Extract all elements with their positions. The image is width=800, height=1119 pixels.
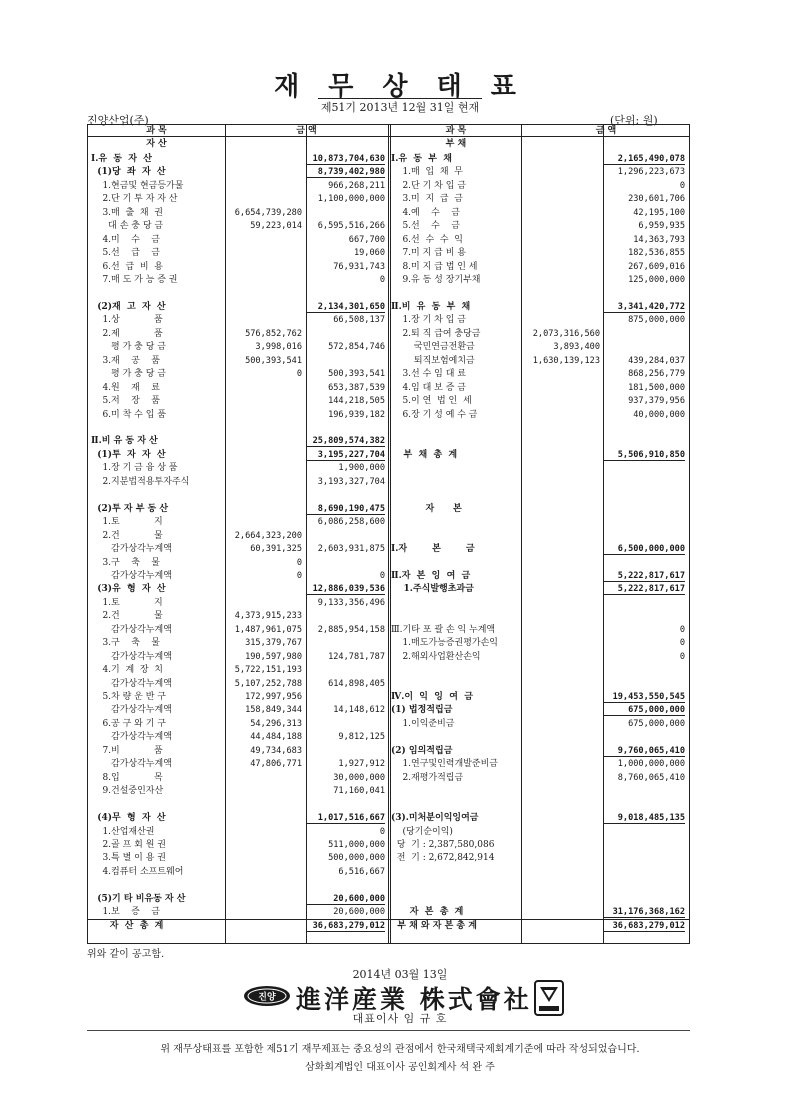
left-row-amount: 667,700 xyxy=(348,234,385,245)
left-row-label: 감가상각누계액 xyxy=(91,544,172,555)
left-row-amount: 5,107,252,788 xyxy=(234,678,302,689)
right-row-label: 자 본 총 계 xyxy=(391,907,464,918)
total-rule xyxy=(88,919,689,920)
left-row-label xyxy=(91,879,225,891)
left-row-amount: 500,393,541 xyxy=(245,355,302,366)
left-row-label: 8.입 목 xyxy=(91,772,163,783)
left-row-amount: 653,387,539 xyxy=(328,382,385,393)
right-row-amount: 181,500,000 xyxy=(628,382,685,393)
right-row-amount: 0 xyxy=(679,180,685,191)
right-row-label: 당 기 : 2,387,580,086 xyxy=(391,839,495,850)
header-subject-right: 과 목 xyxy=(445,126,467,136)
right-row-label xyxy=(391,893,521,905)
right-row-label: 1.매 입 채 무 xyxy=(391,167,463,178)
left-row-label: 1.토 지 xyxy=(91,597,163,608)
right-row-amount: 875,000,000 xyxy=(628,315,685,326)
left-row-label: 2.건 물 xyxy=(91,530,163,541)
right-row-label: (당기순이익) xyxy=(391,826,453,837)
left-row-amount: 12,886,039,536 xyxy=(306,583,385,595)
left-row-label: 6.미 착 수 입 품 xyxy=(91,409,166,420)
section-liabilities: 부 채 xyxy=(445,139,467,149)
right-row-amount: 230,601,706 xyxy=(628,194,685,205)
left-row-amount: 8,690,190,475 xyxy=(306,503,385,515)
left-row-label: 1.현금및 현금등가물 xyxy=(91,180,184,191)
right-row-label: 3.선 수 임 대 료 xyxy=(391,369,466,380)
right-row-amount: 9,760,065,410 xyxy=(603,745,685,757)
left-row-amount: 0 xyxy=(379,826,385,837)
header-amount-right: 금 액 xyxy=(595,126,617,136)
left-row-label: 9.건설중인자산 xyxy=(91,786,164,797)
right-row-label: 1.주식발행초과금 xyxy=(391,584,474,595)
left-row-amount: 14,148,612 xyxy=(333,705,385,716)
right-row-label xyxy=(391,610,521,622)
left-row-label: 3.재 공 품 xyxy=(91,355,160,366)
left-row-amount: 0 xyxy=(379,275,385,286)
right-row-label: 8.미 지 급 법 인 세 xyxy=(391,261,478,272)
right-row-label xyxy=(391,422,521,434)
company-logo-icon xyxy=(243,985,291,1007)
right-row-amount: 8,760,065,410 xyxy=(617,772,685,783)
left-row-label: 1.장 기 금 융 상 품 xyxy=(91,463,178,474)
left-row-label: 7.비 품 xyxy=(91,745,163,756)
right-row-label xyxy=(391,785,521,797)
right-row-label: Ⅰ.유 동 부 채 xyxy=(391,154,452,164)
left-row-label: (2)재 고 자 산 xyxy=(91,301,166,312)
right-row-label: 퇴직보험예치금 xyxy=(391,355,475,366)
right-row-label: 5.이 연 법 인 세 xyxy=(391,396,472,407)
right-row-label xyxy=(391,288,521,300)
left-row-label: 4.미 수 금 xyxy=(91,234,160,245)
left-row-amount: 60,391,325 xyxy=(250,544,302,555)
right-row-label: 자 본 xyxy=(391,503,462,514)
left-row-label: 3.구 축 물 xyxy=(91,557,160,568)
right-row-label: Ⅲ.기타 포 괄 손 익 누계액 xyxy=(391,624,496,635)
right-row-label: Ⅱ.자 본 잉 여 금 xyxy=(391,570,471,581)
left-row-label: 1.상 품 xyxy=(91,315,163,326)
left-row-amount: 172,997,956 xyxy=(245,692,302,702)
right-row-label: 전 기 : 2,672,842,914 xyxy=(391,853,495,864)
left-row-amount: 1,017,516,667 xyxy=(306,812,385,824)
right-row-label: 7.미 지 급 비 용 xyxy=(391,248,466,259)
left-row-label: 대 손 충 당 금 xyxy=(91,221,164,232)
left-row-amount: 9,812,125 xyxy=(338,732,385,743)
right-row-label xyxy=(391,516,521,528)
left-row-amount: 47,806,771 xyxy=(250,759,302,770)
right-row-label: 2.재평가적립금 xyxy=(391,772,464,783)
right-row-label xyxy=(391,530,521,542)
right-row-label: 부 채 총 계 xyxy=(391,449,458,460)
right-row-amount: 937,379,956 xyxy=(628,396,685,407)
left-row-amount: 59,223,014 xyxy=(250,221,302,232)
footer-rule xyxy=(87,1030,690,1031)
left-row-label: 6.공 구 와 기 구 xyxy=(91,718,166,729)
left-row-amount: 20,600,000 xyxy=(306,893,385,905)
left-row-amount: 9,133,356,496 xyxy=(317,597,385,608)
right-row-amount: 5,222,817,617 xyxy=(603,570,685,582)
right-row-amount: 0 xyxy=(679,651,685,662)
left-row-amount: 20,600,000 xyxy=(333,907,385,918)
left-row-label: 감가상각누계액 xyxy=(91,570,172,581)
left-row-label: 2.제 품 xyxy=(91,328,163,339)
unit-label: (단위: 원) xyxy=(610,114,658,127)
right-row-label: 부 채 와 자 본 총 계 xyxy=(391,920,477,931)
right-row-amount: 31,176,368,162 xyxy=(603,906,685,918)
left-row-label: 5.차 량 운 반 구 xyxy=(91,692,166,702)
left-row-amount: 500,000,000 xyxy=(328,853,385,864)
left-row-label: 3.매 출 채 권 xyxy=(91,207,163,218)
left-row-label: (1)투 자 자 산 xyxy=(91,449,166,460)
document-subtitle: 제51기 2013년 12월 31일 현재 xyxy=(320,101,480,114)
left-row-label: Ⅱ.비 유 동 자 산 xyxy=(91,436,158,447)
right-row-label: 3.미 지 급 금 xyxy=(391,194,463,205)
right-row-amount: 42,195,100 xyxy=(633,207,685,218)
left-row-amount: 6,086,258,600 xyxy=(317,517,385,528)
right-row-amount: 267,609,016 xyxy=(628,261,685,272)
right-row-amount: 1,630,139,123 xyxy=(532,355,600,366)
right-row-label xyxy=(391,476,521,488)
right-row-label: 2.해외사업환산손익 xyxy=(391,651,481,662)
right-row-amount: 675,000,000 xyxy=(603,704,685,716)
left-row-amount: 614,898,405 xyxy=(328,678,385,689)
left-row-amount: 144,218,505 xyxy=(328,396,385,407)
right-row-label: 1.장 기 차 입 금 xyxy=(391,315,466,326)
left-row-label xyxy=(91,422,225,434)
right-row-label: Ⅳ.이 익 잉 여 금 xyxy=(391,692,473,702)
right-row-amount: 40,000,000 xyxy=(633,409,685,420)
right-row-label xyxy=(391,866,521,878)
left-row-amount: 30,000,000 xyxy=(333,772,385,783)
right-row-label xyxy=(391,462,521,474)
left-row-label xyxy=(91,288,225,300)
left-row-label: (5)기 타 비유동 자 산 xyxy=(91,893,186,904)
left-row-label: 2.단 기 투 자 자 산 xyxy=(91,194,178,205)
right-row-label xyxy=(391,597,521,609)
left-row-label: 1.산업재산권 xyxy=(91,826,155,837)
right-row-label: 1.연구및인력개발준비금 xyxy=(391,759,498,770)
document-title: 재 무 상 태 표 xyxy=(274,72,526,102)
left-row-amount: 0 xyxy=(296,369,302,380)
right-row-amount: 2,073,316,560 xyxy=(532,328,600,339)
firm-name: 進洋産業 株式會社 xyxy=(296,985,532,1014)
left-row-amount: 44,484,188 xyxy=(250,732,302,743)
left-row-amount: 8,739,402,980 xyxy=(306,166,385,178)
left-row-label: 1.보 증 금 xyxy=(91,907,160,918)
left-row-label: 평 가 충 당 금 xyxy=(91,369,166,380)
right-row-label: 6.선 수 수 익 xyxy=(391,234,463,245)
left-row-label: (3)유 형 자 산 xyxy=(91,584,166,595)
left-row-label: 5.저 장 품 xyxy=(91,396,160,407)
left-row-label: (1)당 좌 자 산 xyxy=(91,167,166,178)
left-row-amount: 3,195,227,704 xyxy=(306,449,385,461)
left-row-label xyxy=(91,799,225,811)
right-row-label: (1) 법정적립금 xyxy=(391,705,453,716)
left-row-label: 감가상각누계액 xyxy=(91,759,172,770)
right-row-label: 9.유 동 성 장기부채 xyxy=(391,275,481,286)
right-row-label: 1.매도가능증권평가손익 xyxy=(391,638,498,649)
right-row-amount: 5,506,910,850 xyxy=(603,449,685,461)
left-row-label: 3.특 별 이 용 권 xyxy=(91,853,166,864)
left-row-amount: 49,734,683 xyxy=(250,745,302,756)
left-row-amount: 511,000,000 xyxy=(328,839,385,850)
left-row-label: 4.컴퓨터 소프트웨어 xyxy=(91,866,184,877)
right-row-label xyxy=(391,435,521,447)
logo-text: 진양 xyxy=(258,992,276,1003)
left-row-amount: 572,854,746 xyxy=(328,342,385,353)
right-row-amount: 14,363,793 xyxy=(633,234,685,245)
left-row-amount: 2,603,931,875 xyxy=(317,544,385,555)
right-row-amount: 182,536,855 xyxy=(628,248,685,259)
left-row-label: 3.구 축 물 xyxy=(91,638,160,649)
left-row-amount: 66,508,137 xyxy=(333,315,385,326)
financial-statement-table xyxy=(87,124,690,944)
right-row-amount: 675,000,000 xyxy=(628,718,685,729)
left-row-amount: 3,193,327,704 xyxy=(317,476,385,487)
left-row-amount: 1,927,912 xyxy=(338,759,385,770)
left-row-label: 7.매 도 가 능 증 권 xyxy=(91,275,178,286)
left-row-amount: 25,809,574,382 xyxy=(306,435,385,447)
right-row-amount: 125,000,000 xyxy=(628,275,685,286)
left-row-amount: 76,931,743 xyxy=(333,261,385,272)
ceo-name: 대표이사 임 규 호 xyxy=(352,1012,448,1025)
right-row-amount: 0 xyxy=(679,638,685,649)
left-row-label: Ⅰ.유 동 자 산 xyxy=(91,154,152,164)
right-row-amount: 3,893,400 xyxy=(553,342,600,353)
right-row-label: Ⅱ.비 유 동 부 채 xyxy=(391,301,471,312)
announcement-date: 2014년 03월 13일 xyxy=(352,968,448,981)
left-row-label: 1.토 지 xyxy=(91,517,163,528)
left-row-amount: 2,664,323,200 xyxy=(234,530,302,541)
left-row-amount: 6,516,667 xyxy=(338,866,385,877)
notice-text: 위와 같이 공고함. xyxy=(87,949,165,960)
section-assets: 자 산 xyxy=(146,139,167,149)
right-row-amount: 36,683,279,012 xyxy=(603,920,685,932)
auditor-name: 삼화회계법인 대표이사 공인회계사 석 완 주 xyxy=(305,1062,495,1073)
left-row-label: (4)무 형 자 산 xyxy=(91,813,166,824)
right-row-amount: 3,341,420,772 xyxy=(603,301,685,313)
right-row-amount: 6,959,935 xyxy=(638,221,685,232)
right-row-amount: 1,000,000,000 xyxy=(617,759,685,770)
right-row-label: 국민연금전환금 xyxy=(391,342,475,353)
left-row-label: 감가상각누계액 xyxy=(91,651,172,662)
header-subject-left: 과 목 xyxy=(146,126,167,136)
left-row-label: (2)투 자 부 동 산 xyxy=(91,503,169,514)
header-amount-left: 금 액 xyxy=(296,126,317,136)
right-row-label xyxy=(391,879,521,891)
right-row-label xyxy=(391,678,521,690)
right-row-amount: 19,453,550,545 xyxy=(603,691,685,703)
right-row-label xyxy=(391,799,521,811)
left-row-amount: 576,852,762 xyxy=(245,328,302,339)
company-name: 진양산업(주) xyxy=(87,114,149,127)
right-row-amount: 1,296,223,673 xyxy=(617,167,685,178)
left-row-label: 5.선 급 금 xyxy=(91,248,160,259)
right-row-label xyxy=(391,557,521,569)
right-row-label: 1.이익준비금 xyxy=(391,718,455,729)
left-row-amount: 966,268,211 xyxy=(328,180,385,191)
left-row-amount: 3,998,016 xyxy=(255,342,302,353)
right-row-amount: 6,500,000,000 xyxy=(603,543,685,555)
right-row-label xyxy=(391,731,521,743)
left-row-label: 4.원 재 료 xyxy=(91,382,160,393)
left-row-amount: 5,722,151,193 xyxy=(234,665,302,676)
left-row-label: 감가상각누계액 xyxy=(91,678,172,689)
right-row-label: 4.예 수 금 xyxy=(391,207,460,218)
left-row-amount: 6,595,516,266 xyxy=(317,221,385,232)
right-row-label: 2.퇴 직 급여 충당금 xyxy=(391,328,481,339)
left-row-amount: 4,373,915,233 xyxy=(234,611,302,622)
right-row-amount: 5,222,817,617 xyxy=(603,583,685,595)
right-row-label: 5.선 수 금 xyxy=(391,221,460,232)
left-row-amount: 10,873,704,630 xyxy=(306,153,385,165)
right-row-label: 6.장 기 성 예 수 금 xyxy=(391,409,478,420)
right-row-label: (3).미처분이익잉여금 xyxy=(391,813,479,824)
right-row-label xyxy=(391,489,521,501)
right-row-label xyxy=(391,664,521,676)
left-row-amount: 124,781,787 xyxy=(328,651,385,662)
left-row-amount: 0 xyxy=(379,570,385,581)
left-row-amount: 158,849,344 xyxy=(245,705,302,716)
left-row-amount: 2,885,954,158 xyxy=(317,624,385,635)
left-row-label: 자 산 총 계 xyxy=(91,920,164,931)
right-row-label: (2) 임의적립금 xyxy=(391,745,453,756)
left-row-amount: 71,160,041 xyxy=(333,786,385,797)
left-row-amount: 1,900,000 xyxy=(338,463,385,474)
left-row-label: 2.건 물 xyxy=(91,611,163,622)
left-row-amount: 54,296,313 xyxy=(250,718,302,729)
left-row-amount: 19,060 xyxy=(353,248,385,259)
col-divider xyxy=(521,125,522,943)
left-row-label: 감가상각누계액 xyxy=(91,732,172,743)
audit-opinion: 위 재무상태표를 포함한 제51기 재무제표는 중요성의 관점에서 한국채택국제회계기준에 따라 작성되었습니다. xyxy=(160,1044,640,1055)
right-row-amount: 2,165,490,078 xyxy=(603,153,685,165)
left-row-amount: 1,100,000,000 xyxy=(317,194,385,205)
left-row-amount: 500,393,541 xyxy=(328,369,385,380)
left-row-amount: 2,134,301,650 xyxy=(306,301,385,313)
right-row-amount: 0 xyxy=(679,624,685,635)
left-row-amount: 36,683,279,012 xyxy=(306,920,385,932)
left-row-label: 평 가 충 당 금 xyxy=(91,342,166,353)
left-row-amount: 315,379,767 xyxy=(245,638,302,649)
left-row-label: 2.골 프 회 원 권 xyxy=(91,839,166,850)
right-row-amount: 439,284,037 xyxy=(628,355,685,366)
left-row-amount: 6,654,739,280 xyxy=(234,207,302,218)
left-row-label: 감가상각누계액 xyxy=(91,624,172,635)
left-row-label: 4.기 계 장 치 xyxy=(91,665,163,676)
right-row-label: 2.단 기 차 입 금 xyxy=(391,180,466,191)
right-row-amount: 868,256,779 xyxy=(628,369,685,380)
left-row-amount: 1,487,961,075 xyxy=(234,624,302,635)
right-row-label: 4.임 대 보 증 금 xyxy=(391,382,466,393)
left-row-label: 6.선 급 비 용 xyxy=(91,261,163,272)
left-row-label xyxy=(91,489,225,501)
left-row-label: 2.지분법적용투자주식 xyxy=(91,476,190,487)
left-row-amount: 0 xyxy=(296,557,302,568)
right-row-amount: 9,018,485,135 xyxy=(603,812,685,824)
left-row-amount: 196,939,182 xyxy=(328,409,385,420)
left-row-amount: 0 xyxy=(296,570,302,581)
left-row-amount: 190,597,980 xyxy=(245,651,302,662)
right-row-label: Ⅰ.자 본 금 xyxy=(391,544,475,555)
left-row-label: 감가상각누계액 xyxy=(91,705,172,716)
